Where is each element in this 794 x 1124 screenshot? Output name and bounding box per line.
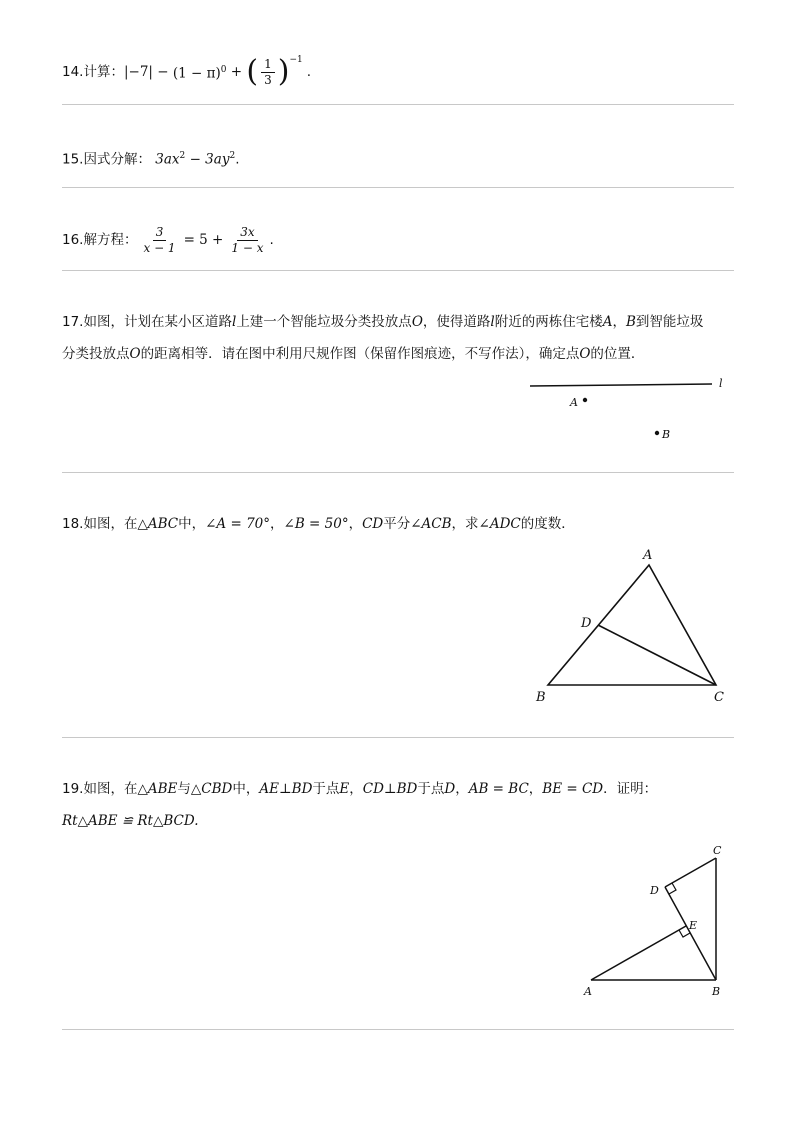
q19-text-1c: 中， — [232, 781, 260, 797]
q19-text-1f: 于点 — [417, 781, 445, 797]
q16-end: . — [269, 232, 274, 248]
q17-label-B: B — [662, 428, 671, 441]
divider-14 — [62, 104, 734, 105]
q17-var-O: O — [411, 314, 423, 330]
q17-text-2c: 的位置． — [590, 346, 645, 362]
divider-15 — [62, 187, 734, 188]
q17-var-l: l — [231, 314, 237, 330]
q18-text-c: ， — [270, 516, 284, 532]
q18-text-b: 中， — [178, 516, 206, 532]
q19-label-D: D — [650, 884, 659, 897]
q17-road-line — [530, 384, 712, 386]
question-19-line1 — [62, 779, 657, 799]
q15-sq2: 2 — [229, 151, 236, 161]
q19-text-1g: ， — [455, 781, 469, 797]
q14-minus: − — [152, 64, 173, 80]
q19-segment-AE — [591, 926, 686, 980]
q19-text-1b: 与 — [177, 781, 191, 797]
q17-text-1b: 上建一个智能垃圾分类投放点 — [236, 314, 412, 330]
q15-end: . — [235, 151, 240, 168]
question-17-line1 — [62, 312, 703, 332]
q17-var-A: A — [602, 314, 613, 330]
q15-expr-a: 3ax — [155, 151, 180, 168]
q14-abs: |−7| — [123, 64, 153, 80]
q18-triangle: △ABC — [137, 516, 179, 532]
q14-frac-num: 1 — [261, 57, 275, 73]
q14-plus: + — [226, 64, 247, 80]
q15-sq1: 2 — [179, 151, 186, 161]
q14-exp0: 0 — [220, 65, 227, 76]
q18-angle-A: ∠A = 70° — [205, 516, 271, 532]
q17-text-2a: 分类投放点 — [62, 346, 130, 362]
q17-var-l2: l — [490, 314, 495, 330]
divider-19 — [62, 1029, 734, 1030]
q16-rhs-den: 1 − x — [231, 240, 264, 255]
divider-16 — [62, 270, 734, 271]
question-16 — [62, 221, 274, 259]
q14-rparen: ) — [277, 54, 290, 89]
q18-text-d: ， — [348, 516, 363, 532]
q17-point-A — [583, 398, 587, 402]
q17-var-O2: O — [129, 346, 141, 362]
q18-text-a: 18.如图，在 — [62, 516, 138, 532]
q18-segment-CD: CD — [362, 516, 384, 532]
q19-label-C: C — [713, 844, 722, 857]
q17-text-2b: 的距离相等．请在图中利用尺规作图（保留作图痕迹，不写作法），确定点 — [140, 346, 580, 362]
q16-rhs-num: 3x — [237, 225, 257, 241]
q17-var-O3: O — [579, 346, 591, 362]
q14-end: . — [306, 64, 312, 80]
q14-frac-den: 3 — [264, 72, 272, 87]
q19-conclusion: Rt△ABE ≌ Rt△BCD. — [62, 813, 199, 829]
q19-label-E: E — [689, 919, 698, 932]
q19-figure — [0, 840, 794, 1010]
q16-lhs-fraction — [140, 225, 178, 256]
q18-label-C: C — [714, 690, 724, 705]
q17-point-B — [655, 431, 659, 435]
q19-triangle-CBD: △CBD — [190, 781, 233, 797]
q18-text-e: 平分 — [383, 516, 411, 532]
q17-text-1e: ， — [612, 314, 626, 330]
q17-text-1c: ，使得道路 — [422, 314, 491, 330]
q18-angle-B: ∠B = 50° — [283, 516, 349, 532]
q16-lhs-num: 3 — [153, 225, 167, 241]
q18-segment-CD-line — [598, 625, 716, 685]
divider-17 — [62, 472, 734, 473]
q18-text-f: ，求 — [451, 516, 479, 532]
q18-label-B: B — [536, 690, 546, 705]
q17-label-l: l — [719, 377, 723, 390]
q17-text-1d: 附近的两栋住宅楼 — [494, 314, 603, 330]
q19-label-B: B — [712, 985, 721, 998]
q17-text-1a: 17.如图，计划在某小区道路 — [62, 314, 232, 330]
q16-lhs-den: x − 1 — [143, 240, 176, 255]
q18-label-D: D — [581, 616, 592, 631]
q19-text-1a: 19.如图，在 — [62, 781, 138, 797]
divider-18 — [62, 737, 734, 738]
q14-label: 14.计算： — [62, 64, 124, 80]
q18-triangle-ABC — [548, 565, 716, 685]
q17-label-A: A — [570, 396, 578, 409]
q18-text-g: 的度数． — [520, 516, 575, 532]
q18-angle-ACB: ∠ACB — [410, 516, 452, 532]
q19-label-A: A — [584, 985, 592, 998]
q16-mid: = 5 + — [183, 232, 224, 248]
q19-perp-1: AE⊥BD — [259, 781, 313, 797]
q18-figure — [0, 540, 794, 710]
q19-triangle-ABE: △ABE — [137, 781, 178, 797]
q14-exp-neg: −1 — [289, 55, 303, 65]
q18-angle-ADC: ∠ADC — [478, 516, 521, 532]
q15-expr-b: − 3ay — [185, 151, 230, 168]
q19-equation-1: AB = BC — [468, 781, 529, 797]
q19-text-1i: ．证明： — [603, 781, 658, 797]
q16-rhs-fraction — [228, 225, 266, 256]
q19-perp-2: CD⊥BD — [362, 781, 418, 797]
q19-text-1h: ， — [528, 781, 543, 797]
question-18 — [62, 514, 575, 534]
q19-equation-2: BE = CD — [542, 781, 604, 797]
q19-var-D: D — [444, 781, 456, 797]
q19-text-1d: 于点 — [312, 781, 340, 797]
q15-label: 15.因式分解： — [62, 151, 151, 168]
q16-label: 16.解方程： — [62, 232, 138, 248]
question-17-line2 — [62, 344, 644, 364]
q19-text-1e: ， — [349, 781, 363, 797]
q19-var-E: E — [339, 781, 350, 797]
q18-label-A: A — [643, 548, 653, 563]
question-14 — [62, 52, 311, 92]
q17-text-1f: 到智能垃圾 — [635, 314, 704, 330]
q17-var-B: B — [625, 314, 636, 330]
q14-base-text: (1 − π) — [172, 65, 221, 82]
question-15 — [62, 146, 239, 170]
q14-fraction — [261, 57, 275, 88]
q14-lparen: ( — [246, 54, 259, 89]
q19-segment-CD — [665, 858, 716, 887]
q14-base — [173, 60, 227, 84]
question-19-line2 — [62, 811, 199, 831]
